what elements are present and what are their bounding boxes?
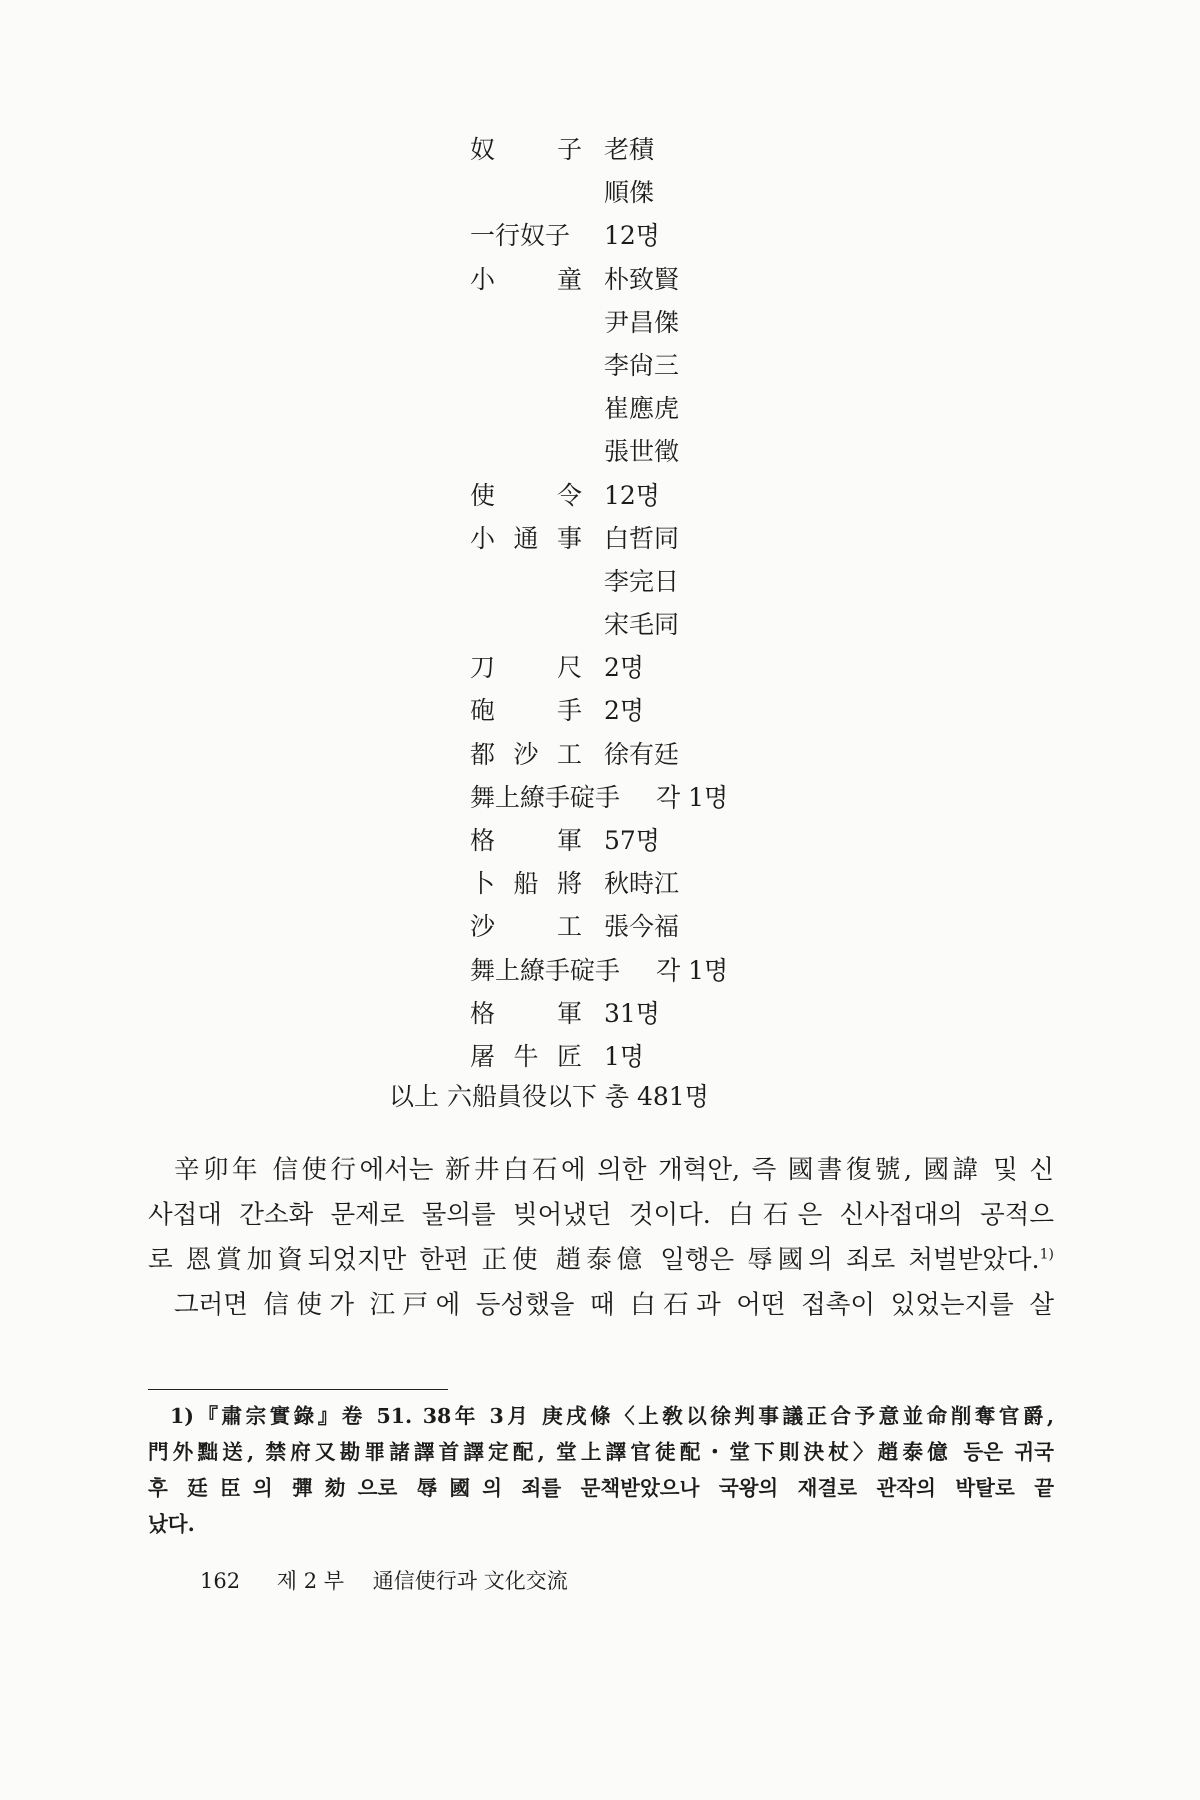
roster-value: 順傑 <box>604 178 655 208</box>
roster-value: 秋時江 <box>604 869 680 899</box>
roster-value: 李完日 <box>604 566 680 596</box>
roster-role-char: 軍 <box>556 826 582 855</box>
roster-role-char: 刀 <box>470 653 496 683</box>
part-label: 제 2 부 <box>276 1569 345 1593</box>
roster-value: 2명 <box>604 653 645 683</box>
body-line <box>148 1238 1054 1283</box>
roster-role-char: 格 <box>470 998 496 1028</box>
roster-role-char: 舞上繚手碇手 <box>470 955 621 985</box>
roster-value: 李尙三 <box>604 350 680 380</box>
roster-role-char: 小 <box>470 523 496 553</box>
roster-value: 각 1명 <box>656 955 729 985</box>
roster-role-char: 船 <box>513 869 539 899</box>
roster-role-char: 事 <box>556 523 582 553</box>
roster-role-char: 使 <box>470 480 496 510</box>
roster-value: 張今福 <box>604 912 680 942</box>
footnote <box>148 1398 1054 1542</box>
roster-role <box>470 905 582 948</box>
page-footer <box>200 1565 568 1595</box>
roster-role-char: 令 <box>556 480 582 510</box>
roster-role-char: 尺 <box>556 653 582 683</box>
roster-role <box>470 474 582 517</box>
roster-role <box>470 776 620 819</box>
roster-role-char: 一行奴子 <box>470 221 571 251</box>
roster-value: 張世徵 <box>604 437 680 467</box>
footnote-divider <box>148 1389 448 1390</box>
roster-role-char: 牛 <box>513 1041 539 1071</box>
roster-value: 宋毛同 <box>604 610 680 640</box>
footnote-reference[interactable]: 1) <box>1039 1246 1054 1263</box>
roster-role <box>470 733 582 776</box>
body-line-text: 로 恩賞加資되었지만 한편 正使 趙泰億 일행은 辱國의 죄로 처벌받았다. <box>148 1245 1040 1275</box>
body-line: 그러면 信使가 江戸에 등성했을 때 白石과 어떤 접촉이 있었는지를 살 <box>174 1290 1054 1320</box>
roster-role-char: 小 <box>470 264 496 294</box>
roster-role-char: 卜 <box>470 869 496 899</box>
roster-role <box>470 862 582 905</box>
footnote-line: 후 廷臣의 彈劾으로 辱國의 죄를 문책받았으나 국왕의 재결로 관작의 박탈로 끝 <box>148 1476 1054 1500</box>
roster-role-char: 砲 <box>470 696 496 726</box>
roster-role-char: 匠 <box>556 1041 582 1071</box>
footnote-line: 門外黜送, 禁府又勘罪諸譯首譯定配, 堂上譯官徒配・堂下則決杖〉趙泰億 등은 귀국 <box>148 1440 1054 1464</box>
roster-role-char: 屠 <box>470 1041 496 1071</box>
roster-value: 57명 <box>604 826 660 855</box>
footnote-line: 1)『肅宗實錄』卷 51. 38年 3月 庚戌條〈上敎以徐判事議正合予意並命削奪官爵, <box>170 1404 1054 1428</box>
roster-value: 崔應虎 <box>604 394 680 424</box>
roster-value: 2명 <box>604 696 645 726</box>
roster-role-char: 沙 <box>513 739 539 769</box>
roster-role-char: 奴 <box>470 135 496 164</box>
roster-role <box>470 992 582 1035</box>
body-line: 사접대 간소화 문제로 물의를 빚어냈던 것이다. 白石은 신사접대의 공적으 <box>148 1200 1054 1230</box>
roster-role <box>470 517 582 560</box>
roster-total: 以上 六船員役以下 총 481명 <box>389 1082 709 1111</box>
body-line: 辛卯年 信使行에서는 新井白石에 의한 개혁안, 즉 國書復號, 國諱 및 신 <box>174 1155 1054 1185</box>
section-title: 通信使行과 文化交流 <box>372 1569 568 1593</box>
roster-role <box>470 214 582 257</box>
roster-role <box>470 128 582 171</box>
roster-role <box>470 949 620 992</box>
roster-value: 徐有廷 <box>604 739 680 769</box>
roster-role-char: 將 <box>556 869 582 899</box>
roster-value: 白哲同 <box>604 523 680 553</box>
footnote-line: 났다. <box>148 1512 195 1536</box>
roster-value: 12명 <box>604 221 660 251</box>
roster-value: 각 1명 <box>656 782 729 812</box>
roster-value: 尹昌傑 <box>604 307 680 337</box>
roster-role <box>470 646 582 689</box>
roster-role-char: 舞上繚手碇手 <box>470 782 621 812</box>
page-number: 162 <box>200 1569 241 1593</box>
roster-role-char: 格 <box>470 826 496 855</box>
roster-role-char: 軍 <box>556 998 582 1028</box>
roster-role-char: 手 <box>556 696 582 726</box>
roster-value: 老積 <box>604 135 655 164</box>
roster-role-char: 子 <box>556 135 582 164</box>
roster-role-char: 都 <box>470 739 496 769</box>
roster-role <box>470 1035 582 1078</box>
roster-role-char: 工 <box>556 912 582 942</box>
roster-role <box>470 819 582 862</box>
roster-value: 1명 <box>604 1041 645 1071</box>
roster-value: 12명 <box>604 480 660 510</box>
roster-role <box>470 258 582 301</box>
roster-value: 朴致賢 <box>604 264 680 294</box>
roster-role <box>470 689 582 732</box>
roster-value: 31명 <box>604 998 660 1028</box>
roster-role-char: 沙 <box>470 912 496 942</box>
roster-role-char: 工 <box>556 739 582 769</box>
roster-role-char: 通 <box>513 523 539 553</box>
roster-role-char: 童 <box>556 264 582 294</box>
body-paragraph <box>148 1148 1054 1328</box>
